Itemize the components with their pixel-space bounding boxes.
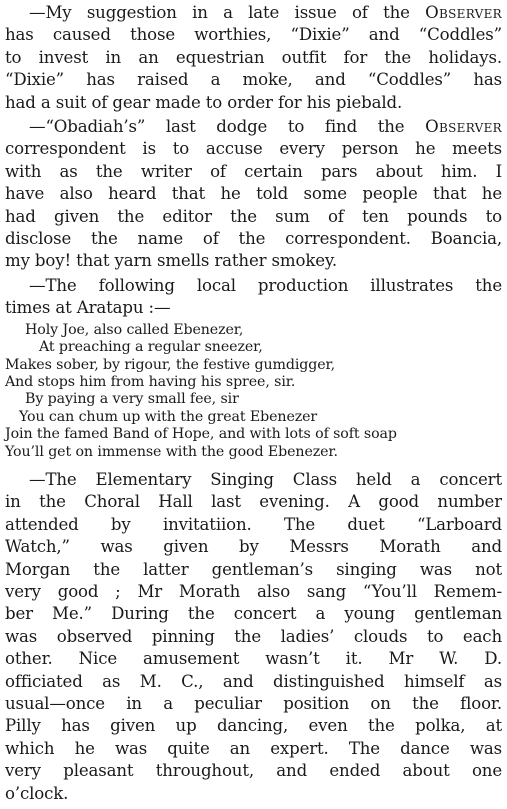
- poem-line: By paying a very small fee, sir: [25, 391, 239, 408]
- text-line: had a suit of gear made to order for his piebald.: [5, 92, 403, 112]
- poem-line: At preaching a regular sneezer,: [39, 339, 263, 356]
- poem-line: And stops him from having his spree, sir.: [5, 373, 296, 390]
- observer-name: Observer: [425, 117, 502, 137]
- text-line: with as the writer of certain pars about him. I: [5, 161, 502, 181]
- text-line: “Dixie” has raised a moke, and “Coddles” has: [5, 70, 502, 90]
- poem-line: You can chum up with the great Ebenezer: [19, 408, 318, 425]
- text-line: has caused those worthies, “Dixie” and “Coddles”: [5, 25, 502, 45]
- newspaper-column: [5, 2, 502, 807]
- paragraph-obadiah: [5, 116, 502, 273]
- text-line: very pleasant throughout, and ended about one: [5, 761, 502, 781]
- observer-name: Observer: [425, 3, 502, 22]
- text-line: Pilly has given up dancing, even the polka, at: [5, 716, 502, 736]
- text-line: other. Nice amusement wasn’t it. Mr W. D.: [5, 649, 502, 669]
- text-line: o’clock.: [5, 783, 69, 803]
- text-line: to invest in an equestrian outfit for the holidays.: [5, 47, 502, 67]
- text-line: —My suggestion in a late issue of the Observer: [29, 3, 502, 22]
- text-line: have also heard that he told some people that he: [5, 184, 502, 204]
- text-line: officiated as M. C., and distinguished himself as: [5, 671, 502, 691]
- text-line: which he was quite an expert. The dance was: [5, 738, 502, 758]
- text-line: very good ; Mr Morath also sang “You’ll Remem-: [5, 581, 502, 601]
- poem-ebenezer: [5, 322, 502, 461]
- poem-line: You’ll get on immense with the good Ebenezer.: [5, 443, 338, 460]
- paragraph-singing-class: [5, 469, 502, 805]
- text-line: had given the editor the sum of ten pounds to: [5, 206, 502, 226]
- text-line: attended by invitatiion. The duet “Larboard: [5, 514, 502, 534]
- poem-line: Makes sober, by rigour, the festive gumdigger,: [5, 356, 336, 373]
- text-line: —“Obadiah’s” last dodge to find the Observer: [29, 117, 502, 137]
- text-line: my boy! that yarn smells rather smokey.: [5, 251, 338, 271]
- text-line: times at Aratapu :—: [5, 298, 171, 318]
- paragraph-local-production: [5, 275, 502, 320]
- text-line: correspondent is to accuse every person he meets: [5, 139, 502, 159]
- text-line: was observed pinning the ladies’ clouds to each: [5, 626, 502, 646]
- text-line: Morgan the latter gentleman’s singing was not: [5, 559, 502, 579]
- poem-line: Holy Joe, also called Ebenezer,: [25, 321, 244, 338]
- text-line: —The Elementary Singing Class held a concert: [29, 469, 502, 489]
- paragraph-dixie-coddles: [5, 2, 502, 114]
- poem-line: Join the famed Band of Hope, and with lots of soft soap: [5, 426, 397, 443]
- text-line: usual—once in a peculiar position on the floor.: [5, 694, 502, 713]
- text-line: ber Me.” During the concert a young gentleman: [5, 604, 502, 624]
- text-line: Watch,” was given by Messrs Morath and: [5, 537, 502, 557]
- text-line: —The following local production illustrates the: [29, 275, 502, 295]
- text-line: in the Choral Hall last evening. A good number: [5, 492, 502, 512]
- text-line: disclose the name of the correspondent. Boancia,: [5, 229, 502, 249]
